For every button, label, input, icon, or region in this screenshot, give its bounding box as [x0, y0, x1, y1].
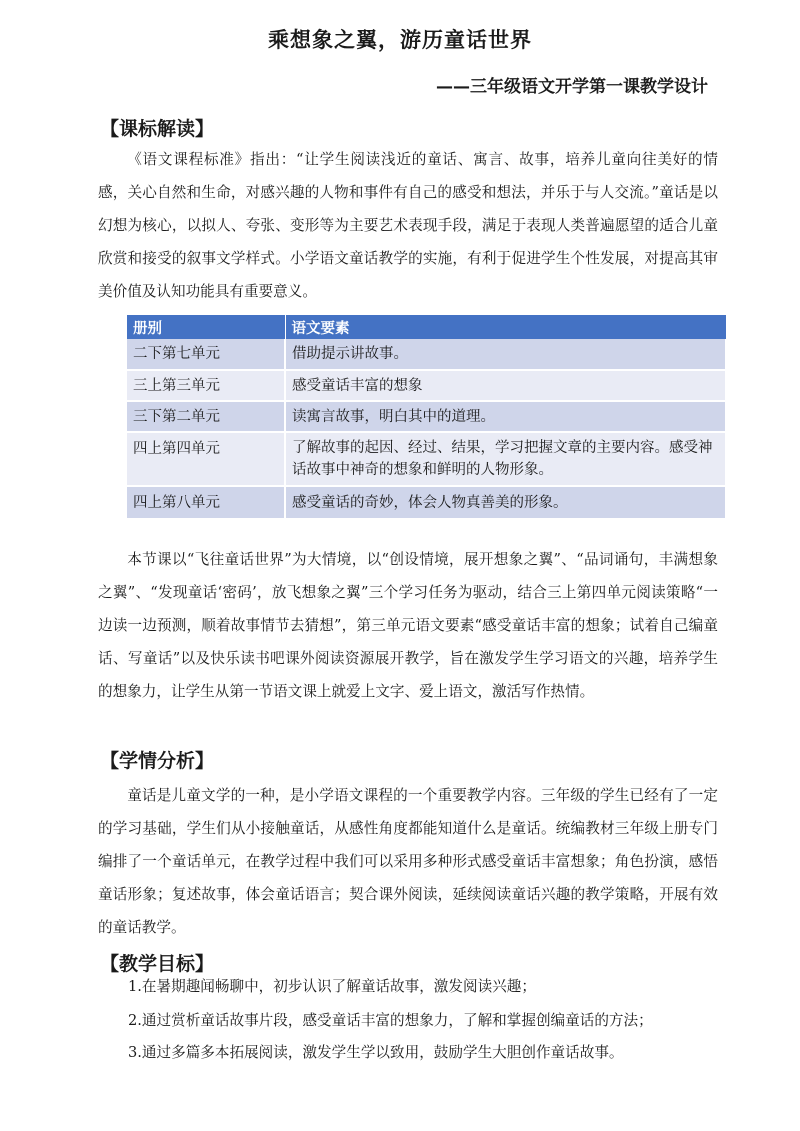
- list-item: 2.通过赏析童话故事片段，感受童话丰富的想象力，了解和掌握创编童话的方法；: [128, 1012, 653, 1029]
- table-cell-volume: 三上第三单元: [127, 370, 285, 401]
- language-elements-table: [127, 315, 727, 520]
- table-cell-element: 感受童话丰富的想象: [285, 370, 726, 401]
- list-item: 3.通过多篇多本拓展阅读，激发学生学以致用，鼓励学生大胆创作童话故事。: [128, 1044, 624, 1061]
- table-row: [127, 370, 726, 401]
- curriculum-paragraph: 《语文课程标准》指出：“让学生阅读浅近的童话、寓言、故事，培养儿童向往美好的情感，关心自然和生命，对感兴趣的人物和事件有自己的感受和想法，并乐于与人交流。”童话是以幻想为核心，以拟人、夸张、变形等为主要艺术表现手段，满足于表现人类普遍愿望的适合儿童欣赏和接受的叙事文学样式。小学语文童话教学的实施，有利于促进学生个性发展，对提高其审美价值及认知功能具有重要意义。: [98, 151, 718, 300]
- document-title: 乘想象之翼，游历童话世界: [268, 28, 532, 52]
- table-cell-element: 感受童话的奇妙，体会人物真善美的形象。: [285, 486, 726, 519]
- table-row: [127, 486, 726, 519]
- table-cell-element: 了解故事的起因、经过、结果，学习把握文章的主要内容。感受神话故事中神奇的想象和鲜明的人物形象。: [285, 432, 726, 486]
- table-cell-volume: 三下第二单元: [127, 401, 285, 432]
- section-heading-goals: 【教学目标】: [100, 953, 215, 975]
- table-cell-volume: 四上第八单元: [127, 486, 285, 519]
- table-cell-element: 借助提示讲故事。: [285, 339, 726, 370]
- table-row: [127, 401, 726, 432]
- lesson-design-paragraph: 本节课以“飞往童话世界”为大情境，以“创设情境，展开想象之翼”、“品词诵句，丰满想象之翼”、“发现童话‘密码’，放飞想象之翼”三个学习任务为驱动，结合三上第四单元阅读策略“一边读一边预测，顺着故事情节去猜想”，第三单元语文要素“感受童话丰富的想象；试着自己编童话、写童话”以及快乐读书吧课外阅读资源展开教学，旨在激发学生学习语文的兴趣，培养学生的想象力，让学生从第一节语文课上就爱上文字、爱上语文，激活写作热情。: [98, 551, 718, 700]
- table-header-volume: 册别: [127, 315, 285, 339]
- table-header-row: [127, 315, 726, 339]
- list-item: 1.在暑期趣闻畅聊中，初步认识了解童话故事，激发阅读兴趣；: [128, 978, 536, 995]
- table-cell-volume: 二下第七单元: [127, 339, 285, 370]
- document-subtitle: ——三年级语文开学第一课教学设计: [436, 77, 708, 97]
- table-row: [127, 432, 726, 486]
- table-cell-volume: 四上第四单元: [127, 432, 285, 486]
- section-heading-curriculum: 【课标解读】: [100, 118, 215, 140]
- section-heading-analysis: 【学情分析】: [100, 750, 215, 772]
- table-cell-element: 读寓言故事，明白其中的道理。: [285, 401, 726, 432]
- analysis-paragraph: 童话是儿童文学的一种，是小学语文课程的一个重要教学内容。三年级的学生已经有了一定的学习基础，学生们从小接触童话，从感性角度都能知道什么是童话。统编教材三年级上册专门编排了一个童话单元，在教学过程中我们可以采用多种形式感受童话丰富想象；角色扮演，感悟童话形象；复述故事，体会童话语言；契合课外阅读，延续阅读童话兴趣的教学策略，开展有效的童话教学。: [98, 787, 718, 936]
- table-row: [127, 339, 726, 370]
- table-header-element: 语文要素: [285, 315, 726, 339]
